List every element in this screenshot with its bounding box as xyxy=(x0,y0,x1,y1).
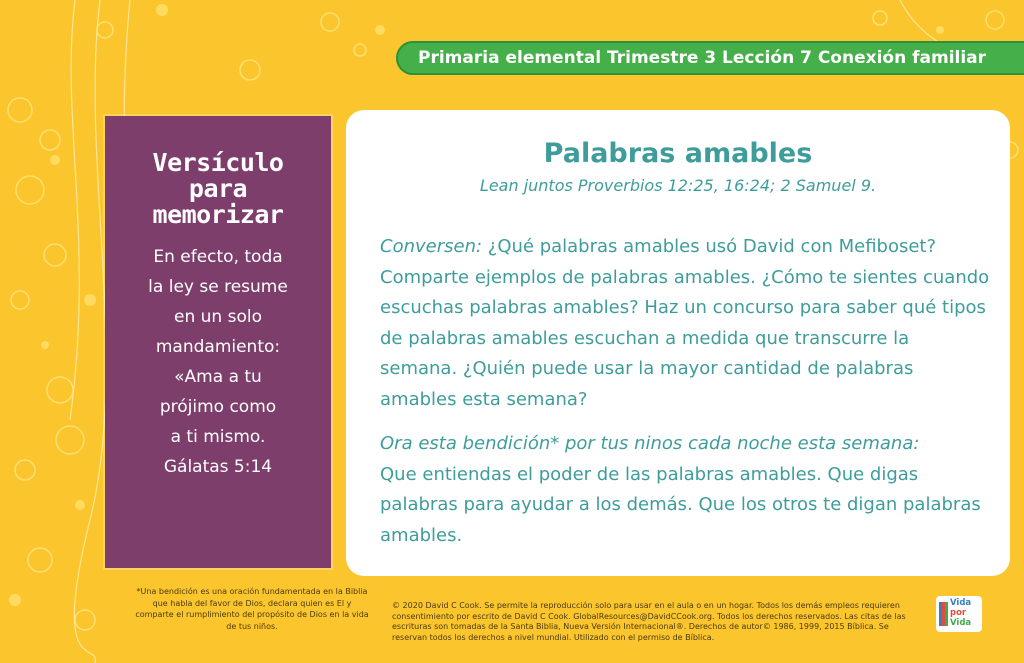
memory-verse-text xyxy=(105,242,331,482)
logo-word: Vida xyxy=(950,598,972,608)
vida-por-vida-logo xyxy=(936,596,982,632)
copyright-notice: © 2020 David C Cook. Se permite la reproducción solo para usar en el aula o en un hogar. Todos los demás empleos requieren consentimiento por escrito de David C Cook. GlobalResources@DavidCCook.org. Todos los derechos reservados. Las citas de las escrituras son tomadas de la Santa Biblia, Nueva Versión Internacional®. Derechos de autor© 1986, 1999, 2015 Bíblica. Se reservan todos los derechos a nivel mundial. Utilizado con el permiso de Bíblica. xyxy=(392,601,906,642)
memory-verse-line: la ley se resume xyxy=(148,277,288,297)
memory-verse-reference: Gálatas 5:14 xyxy=(163,457,273,477)
blessing-footnote: *Una bendición es una oración fundamentada en la Biblia que habla del favor de Dios, declara quien es El y comparte el rumplimiento del propósito de Dios en la vida de tus niños. xyxy=(135,587,369,631)
discussion-paragraph xyxy=(380,232,990,415)
memory-verse-title xyxy=(105,150,331,228)
discussion-text: ¿Qué palabras amables usó David con Mefiboset? Comparte ejemplos de palabras amables. ¿Cómo te sientes cuando escuchas palabras amables? Haz un concurso para saber qué tipos de palabras amables escuchan a medida que transcurre la semana. ¿Quién puede usar la mayor cantidad de palabras amables esta semana? xyxy=(380,236,990,410)
prayer-label: Ora esta bendición* por tus ninos cada noche esta semana: xyxy=(380,433,920,454)
logo-mark-icon xyxy=(939,602,948,626)
logo-text xyxy=(950,598,980,628)
memory-verse-title-line: para xyxy=(188,174,248,203)
memory-verse-line: «Ama a tu xyxy=(174,367,262,387)
memory-verse-card xyxy=(105,116,331,568)
scripture-reference: Lean juntos Proverbios 12:25, 16:24; 2 Samuel 9. xyxy=(479,176,877,195)
memory-verse-line: a ti mismo. xyxy=(170,427,266,447)
memory-verse-line: En efecto, toda xyxy=(153,247,283,267)
memory-verse-line: en un solo xyxy=(174,307,262,327)
lesson-body xyxy=(380,232,990,551)
lesson-title: Palabras amables xyxy=(543,138,813,169)
logo-word: por xyxy=(950,608,967,618)
discussion-label: Conversen: xyxy=(380,236,483,257)
memory-verse-title-line: memorizar xyxy=(152,200,284,229)
memory-verse-line: prójimo como xyxy=(159,397,277,417)
logo-word: Vida xyxy=(950,618,972,628)
memory-verse-line: mandamiento: xyxy=(155,337,281,357)
lesson-content-card xyxy=(346,110,1010,576)
prayer-paragraph xyxy=(380,429,990,551)
prayer-text: Que entiendas el poder de las palabras amables. Que digas palabras para ayudar a los demás. Que los otros te digan palabras amables. xyxy=(380,463,981,546)
memory-verse-title-line: Versículo xyxy=(152,148,284,177)
lesson-banner: Primaria elemental Trimestre 3 Lección 7 Conexión familiar xyxy=(396,41,1024,75)
